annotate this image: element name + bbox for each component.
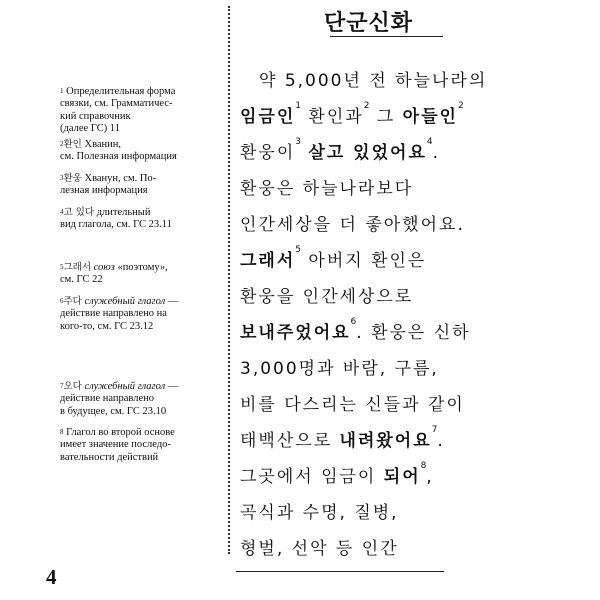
page-title: 단군신화 bbox=[324, 11, 414, 36]
footnote-text: Определительная форма bbox=[66, 86, 176, 97]
footnote-text: «поэтому», bbox=[114, 262, 168, 273]
page-number: 4 bbox=[46, 565, 57, 589]
footnote-7 bbox=[60, 381, 225, 418]
text-line bbox=[240, 210, 465, 235]
text-line bbox=[240, 174, 413, 199]
footnote-text: Хванин, bbox=[81, 139, 122, 150]
footnote-text: лезная информация bbox=[60, 185, 148, 197]
footnote-text: — bbox=[165, 381, 179, 392]
footnote-text: связки, см. Грамматичес- bbox=[60, 98, 173, 110]
text-segment: 형벌, 선악 등 인간 bbox=[240, 539, 399, 559]
bold-term: 살고 있었어요 bbox=[308, 143, 427, 163]
footnote-korean-term: 주다 bbox=[63, 296, 82, 307]
footnote-text: в будущее, см. ГС 23.10 bbox=[60, 405, 167, 417]
bold-term: 내려왔어요 bbox=[339, 431, 432, 451]
footnote-text: действие направлено bbox=[60, 393, 154, 405]
footnote-ref: 8 bbox=[420, 461, 427, 471]
footnote-6 bbox=[60, 296, 225, 333]
footnote-grammar-term: союз bbox=[91, 262, 115, 273]
footnote-text: Хванун, см. По- bbox=[81, 173, 157, 184]
footnote-ref: 5 bbox=[295, 245, 302, 255]
title-underline bbox=[330, 36, 443, 37]
text-segment: 약 5,000년 전 하늘나라의 bbox=[240, 71, 488, 91]
footnote-text: кого-то, см. ГС 23.12 bbox=[60, 320, 154, 332]
footnote-korean-term: 고 있다 bbox=[63, 207, 95, 218]
footnote-grammar-term: служебный глагол bbox=[81, 296, 166, 307]
footnote-number: 1 bbox=[60, 87, 64, 95]
footnote-number: 6 bbox=[60, 297, 64, 305]
text-line bbox=[240, 102, 464, 127]
text-segment: 그 bbox=[369, 107, 403, 127]
bold-term: 아들인 bbox=[402, 107, 458, 127]
footnote-text: см. Полезная информация bbox=[60, 151, 177, 163]
text-segment: 곡식과 수명, 질병, bbox=[240, 503, 399, 523]
text-segment: 환웅은 하늘나라보다 bbox=[240, 179, 414, 199]
footnote-ref: 2 bbox=[457, 101, 464, 111]
text-line bbox=[240, 354, 439, 379]
bold-term: 되어 bbox=[383, 467, 421, 487]
footnote-text: Глагол во второй основе bbox=[66, 427, 175, 438]
text-segment: , bbox=[426, 467, 434, 487]
text-segment: 3,000명과 바람, 구름, bbox=[240, 359, 439, 379]
bold-term: 그래서 bbox=[240, 251, 296, 271]
text-line bbox=[240, 426, 445, 451]
footnote-text: вид глагола, см. ГС 23.11 bbox=[60, 219, 172, 231]
footnote-number: 2 bbox=[60, 140, 64, 148]
footnote-4 bbox=[60, 207, 225, 232]
footnote-number: 5 bbox=[60, 263, 64, 271]
text-line bbox=[240, 534, 399, 559]
text-segment: . 환웅은 신하 bbox=[356, 323, 471, 343]
footnote-text: имеет значение последо- bbox=[60, 439, 171, 451]
footnote-korean-term: 오다 bbox=[63, 381, 82, 392]
footnote-ref: 3 bbox=[295, 137, 302, 147]
footnote-2 bbox=[60, 139, 225, 164]
footnote-number: 8 bbox=[60, 428, 64, 436]
footnote-text: длительный bbox=[94, 207, 151, 218]
text-segment: 그곳에서 임금이 bbox=[240, 467, 384, 487]
footnote-number: 4 bbox=[60, 208, 64, 216]
footnote-grammar-term: служебный глагол bbox=[81, 381, 166, 392]
footnote-text: см. ГС 22 bbox=[60, 274, 103, 286]
footnote-number: 7 bbox=[60, 382, 64, 390]
column-divider bbox=[228, 6, 230, 554]
text-segment: 환웅이 bbox=[240, 143, 296, 163]
footnote-1 bbox=[60, 86, 225, 136]
text-line bbox=[240, 282, 413, 307]
text-line bbox=[240, 498, 399, 523]
text-segment: . bbox=[432, 143, 441, 163]
footnote-8 bbox=[60, 427, 225, 464]
text-segment: 환웅을 인간세상으로 bbox=[240, 287, 414, 307]
footnote-5 bbox=[60, 262, 225, 287]
text-line bbox=[240, 318, 471, 343]
footnote-3 bbox=[60, 173, 225, 198]
footnote-ref: 7 bbox=[431, 425, 438, 435]
footnote-text: — bbox=[165, 296, 179, 307]
footnote-ref: 6 bbox=[350, 317, 357, 327]
footnote-text: действие направлено на bbox=[60, 308, 167, 320]
text-segment: 비를 다스리는 신들과 같이 bbox=[240, 395, 465, 415]
footnote-korean-term: 환웅 bbox=[63, 173, 82, 184]
text-line bbox=[240, 390, 465, 415]
text-line bbox=[240, 246, 426, 271]
footnote-ref: 2 bbox=[363, 101, 370, 111]
text-line bbox=[240, 138, 440, 163]
text-segment: 태백산으로 bbox=[240, 431, 340, 451]
footnote-korean-term: 환인 bbox=[63, 139, 82, 150]
bottom-rule bbox=[236, 571, 444, 572]
footnote-korean-term: 그래서 bbox=[63, 262, 92, 273]
footnote-ref: 4 bbox=[426, 137, 433, 147]
text-segment: 인간세상을 더 좋아했어요. bbox=[240, 215, 465, 235]
text-segment: . bbox=[437, 431, 445, 451]
text-segment: 아버지 환인은 bbox=[301, 251, 427, 271]
text-line bbox=[240, 66, 487, 91]
bold-term: 임금인 bbox=[240, 107, 296, 127]
bold-term: 보내주었어요 bbox=[240, 323, 351, 343]
footnote-text: (далее ГС) 11 bbox=[60, 123, 120, 135]
footnote-text: кий справочник bbox=[60, 110, 131, 122]
footnote-text: вательности действий bbox=[60, 451, 159, 463]
text-segment: 환인과 bbox=[301, 107, 364, 127]
footnote-ref: 1 bbox=[295, 101, 302, 111]
text-line bbox=[240, 462, 434, 487]
footnote-number: 3 bbox=[60, 174, 64, 182]
